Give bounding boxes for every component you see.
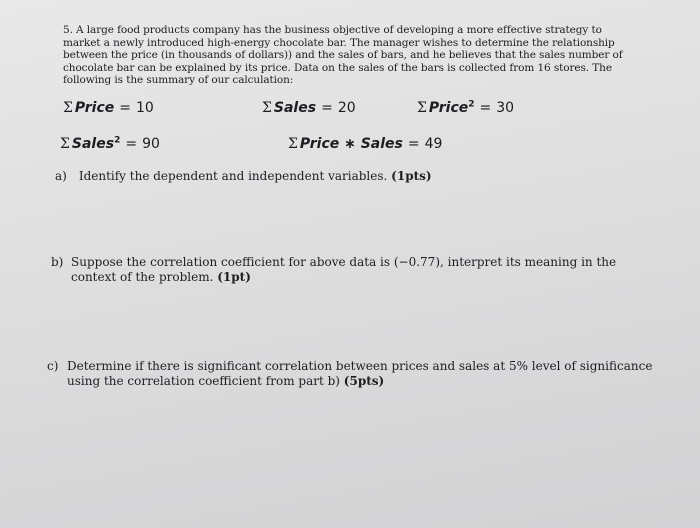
equals-sign: = bbox=[125, 136, 138, 152]
question-b-points: (1pt) bbox=[217, 270, 251, 284]
equals-sign: = bbox=[407, 136, 420, 152]
sum-price2-value: 30 bbox=[496, 100, 515, 116]
equals-sign: = bbox=[479, 100, 492, 116]
question-c-text: Determine if there is significant correlation between prices and sales at 5% level of significance using the correlation coefficient from part b) bbox=[67, 359, 653, 388]
sum-price-times-sales bbox=[288, 136, 442, 152]
question-b bbox=[51, 255, 651, 285]
equals-sign: = bbox=[321, 100, 333, 116]
question-a-text: Identify the dependent and independent variables. bbox=[78, 169, 388, 183]
sum-price2-var: Price bbox=[428, 100, 469, 116]
question-a bbox=[55, 169, 655, 184]
sum-price bbox=[63, 100, 154, 116]
question-a-points: (1pts) bbox=[391, 169, 432, 183]
sum-symbol: Σ bbox=[60, 136, 70, 152]
exponent: 2 bbox=[468, 99, 475, 110]
sum-sales2-value: 90 bbox=[142, 136, 160, 152]
question-b-text: Suppose the correlation coefficient for above data is (−0.77), interpret its meaning in the context of the problem. bbox=[71, 255, 617, 284]
sum-price-var: Price bbox=[74, 100, 115, 116]
sum-sales2-var: Sales bbox=[71, 136, 115, 152]
sum-symbol: Σ bbox=[288, 136, 298, 152]
sum-sales-value: 20 bbox=[337, 100, 356, 116]
question-a-label: a) bbox=[55, 169, 67, 183]
sum-sales-squared bbox=[60, 136, 160, 152]
question-c bbox=[47, 359, 667, 389]
sum-price-value: 10 bbox=[135, 100, 154, 116]
sum-symbol: Σ bbox=[417, 100, 427, 116]
sum-product-value: 49 bbox=[424, 136, 443, 152]
question-c-points: (5pts) bbox=[343, 374, 385, 388]
sum-symbol: Σ bbox=[63, 100, 73, 116]
sum-product-var: Price ∗ Sales bbox=[299, 136, 403, 152]
question-b-label: b) bbox=[51, 255, 64, 269]
sum-price-squared bbox=[417, 100, 514, 116]
exponent: 2 bbox=[114, 135, 121, 146]
equals-sign: = bbox=[119, 100, 131, 116]
problem-intro bbox=[63, 24, 633, 87]
problem-intro-text: 5. A large food products company has the business objective of developing a more effective strategy to market a newly introduced high-energy chocolate bar. The manager wishes to determine the relationship between the price (in thousands of dollars)) and the sales of bars, and he believes that the sales number of chocolate bar can be explained by its price. Data on the sales of the bars is collected from 16 stores. The following is the summary of our calculation: bbox=[63, 24, 623, 87]
sum-sales-var: Sales bbox=[273, 100, 317, 116]
sum-symbol: Σ bbox=[262, 100, 272, 116]
sum-sales bbox=[262, 100, 356, 116]
question-c-label: c) bbox=[47, 359, 59, 373]
